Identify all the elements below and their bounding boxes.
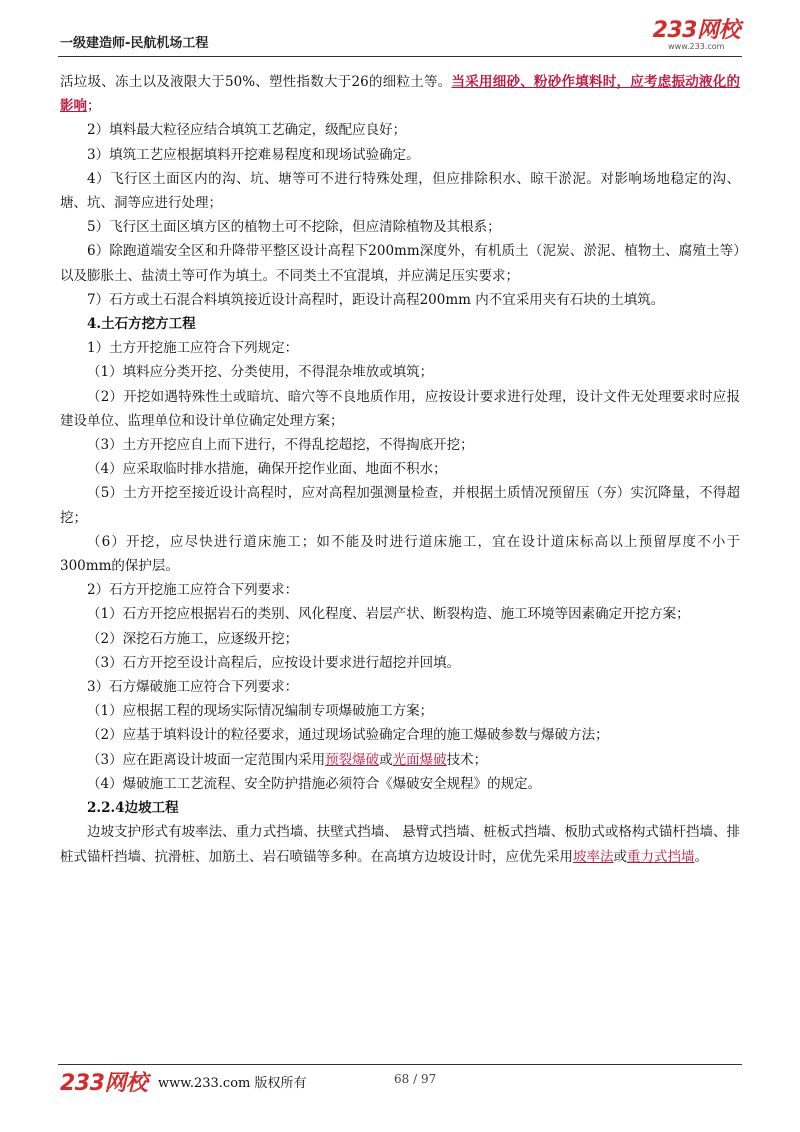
paragraph: 3）填筑工艺应根据填料开挖难易程度和现场试验确定。 (87, 146, 420, 163)
list-item: （1）应根据工程的现场实际情况编制专项爆破施工方案； (87, 703, 434, 720)
paragraph (60, 70, 740, 118)
header-divider (58, 56, 742, 57)
highlight-text: 坡率法 (573, 848, 614, 865)
list-item: （1）填料应分类开挖、分类使用，不得混杂堆放或填筑； (87, 364, 434, 381)
list-item: （1）石方开挖应根据岩石的类别、风化程度、岩层产状、断裂构造、施工环境等因素确定开挖方案； (87, 606, 690, 623)
section-heading: 4.土石方挖方工程 (87, 316, 196, 333)
highlight-text: 预裂爆破 (325, 751, 380, 768)
paragraph: 2）填料最大粒径应结合填筑工艺确定，级配应良好； (87, 122, 407, 139)
list-item: （4）应采取临时排水措施，确保开挖作业面、地面不积水； (87, 461, 447, 478)
list-item: （3）土方开挖应自上而下进行，不得乱挖超挖，不得掏底开挖； (87, 437, 474, 454)
highlight-text: 光面爆破 (392, 751, 447, 768)
section-heading: 2.2.4边坡工程 (87, 800, 179, 817)
text: 技术； (446, 751, 488, 768)
paragraph (60, 820, 740, 868)
list-item: （3）石方开挖至设计高程后，应按设计要求进行超挖并回填。 (87, 654, 461, 671)
paragraph: 3）石方爆破施工应符合下列要求： (87, 679, 299, 696)
page-number: 68 / 97 (394, 1072, 437, 1086)
brand-logo (653, 20, 740, 52)
paragraph: 1）土方开挖施工应符合下列规定： (87, 340, 299, 357)
list-item: （2）应基于填料设计的粒径要求，通过现场试验确定合理的施工爆破参数与爆破方法； (87, 727, 609, 744)
text: 活垃圾、冻土以及液限大于50%、塑性指数大于26的细粒土等。 (60, 74, 452, 90)
document-body (60, 70, 740, 869)
list-item (60, 748, 740, 772)
highlight-text: 重力式挡墙 (627, 848, 695, 865)
highlight-text: 当采用细砂、粉砂作填料时，应考虑振动液化的影响 (60, 74, 741, 115)
text: 或 (613, 848, 627, 865)
text: 。 (694, 848, 708, 865)
paragraph: 4）飞行区土面区内的沟、坑、塘等可不进行特殊处理，但应排除积水、晾干淤泥。对影响场地稳定的沟、塘、坑、洞等应进行处理； (60, 170, 740, 212)
text: ； (87, 98, 101, 115)
footer-copyright: www.233.com 版权所有 (158, 1076, 307, 1091)
list-item: （2）开挖如遇特殊性土或暗坑、暗穴等不良地质作用，应按设计要求进行处理，设计文件无处理要求时应报建设单位、监理单位和设计单位确定处理方案； (60, 388, 740, 429)
footer-logo: 233网校 (60, 1071, 148, 1096)
list-item: （4）爆破施工工艺流程、安全防护措施必须符合《爆破安全规程》的规定。 (87, 775, 542, 792)
logo-wordmark: 233网校 (652, 18, 740, 43)
text: （3）应在距离设计坡面一定范围内采用 (87, 751, 326, 768)
list-item: （2）深挖石方施工，应逐级开挖； (87, 630, 299, 647)
text: 边坡支护形式有坡率法、重力式挡墙、扶壁式挡墙、 悬臂式挡墙、桩板式挡墙、板肋式或格构式锚杆挡墙、排桩式锚杆挡墙、抗滑桩、加筋土、岩石喷锚等多种。在高填方边坡设计时，应优先采用 (60, 824, 740, 865)
paragraph: 2）石方开挖施工应符合下列要求： (87, 582, 299, 599)
paragraph: 6）除跑道端安全区和升降带平整区设计高程下200mm深度外，有机质土（泥炭、淤泥、植物土、腐殖土等）以及膨胀土、盐渍土等可作为填土。不同类土不宜混填，并应满足压实要求； (60, 243, 740, 284)
paragraph: 7）石方或土石混合料填筑接近设计高程时，距设计高程200mm 内不宜采用夹有石块的土填筑。 (87, 291, 665, 308)
header-title: 一级建造师-民航机场工程 (60, 36, 209, 51)
logo-url: www.233.com (668, 42, 725, 51)
paragraph: 5）飞行区土面区填方区的植物土可不挖除，但应清除植物及其根系； (87, 219, 501, 236)
footer-divider (58, 1064, 742, 1065)
list-item: （6）开挖，应尽快进行道床施工；如不能及时进行道床施工，宜在设计道床标高以上预留厚度不小于300mm的保护层。 (60, 533, 740, 575)
text: 或 (379, 751, 393, 768)
list-item: （5）土方开挖至接近设计高程时，应对高程加强测量检查，并根据土质情况预留压（夯）实沉降量，不得超挖； (60, 485, 740, 526)
